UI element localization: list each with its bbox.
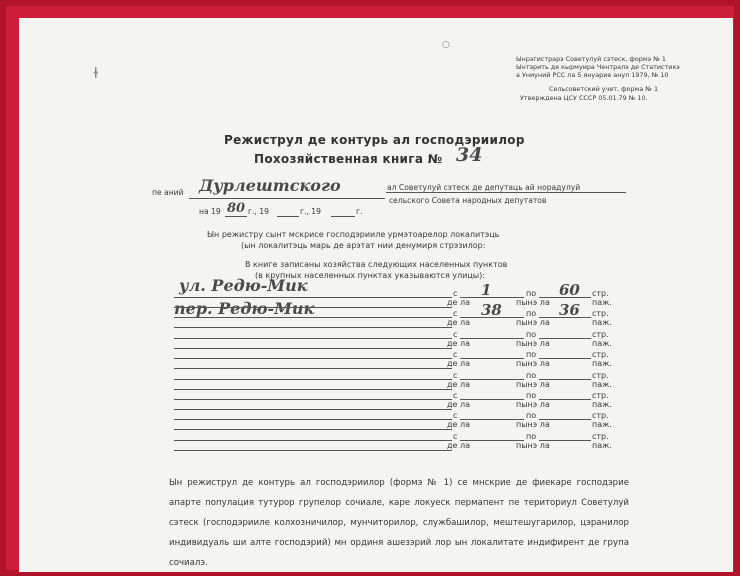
entry-6-po-label: по <box>526 391 537 400</box>
entry-3-po-label: по <box>526 329 537 339</box>
entry-7-s-label: с <box>453 411 458 421</box>
entry-5-pyna-label: пынэ ла <box>516 379 550 389</box>
entry-4-po-label: по <box>526 350 537 360</box>
entry-7-street-line-2 <box>174 429 452 430</box>
header-note-line3: а Униуний РСС ла 5 януарие анул 1979, № 10 <box>516 71 669 79</box>
year2-underline <box>277 216 299 217</box>
book-number-handwritten: 34 <box>456 144 483 166</box>
title-moldavian: Режиструл де контурь ал господэриилор <box>224 133 525 147</box>
entry-3-street-line <box>174 338 452 339</box>
pencil-mark-icon: ɫ <box>93 66 99 82</box>
entry-3-dela-label: де ла <box>447 338 471 348</box>
entry-2-pag-label: паж. <box>592 318 612 328</box>
entry-2-s-label: с <box>453 309 458 319</box>
entry-5-pag-label: паж. <box>592 379 612 389</box>
entry-1-dela-label: де ла <box>447 298 471 307</box>
header-note-line4: Сельсоветский учет, форма № 1 <box>549 85 659 93</box>
entry-3-s-label: с <box>453 329 458 339</box>
year-separator-2: г., 19 <box>300 207 321 216</box>
document-page <box>19 18 733 572</box>
entry-2-street-line <box>174 317 452 318</box>
entry-2-to-value: 36 <box>559 301 580 320</box>
entry-3-str-label: стр. <box>592 329 609 339</box>
title-russian: Похозяйственная книга № <box>254 152 443 166</box>
entry-8-pyna-label: пынэ ла <box>516 440 550 450</box>
entry-2-from-value: 38 <box>481 301 502 320</box>
instruction-russian-2: (в крупных населенных пунктах указываются улицы): <box>255 271 485 280</box>
entry-5-dela-label: де ла <box>447 379 471 389</box>
entry-7-pyna-label: пынэ ла <box>516 420 550 430</box>
entry-4-pag-label: паж. <box>592 359 612 369</box>
header-note-line5: Утверждена ЦСУ СССР 05.01.79 № 10. <box>520 94 648 102</box>
entry-3-pag-label: паж. <box>592 338 612 348</box>
entry-8-s-label: с <box>453 431 458 441</box>
entry-4-street-line-2 <box>174 368 452 369</box>
footer-paragraph: Ын режиструл де контурь ал господэриилор (формэ № 1) се мнскрие де фиекаре господэрие апарте популация тутурор групелор сочиале, каре локуеск пермапент пе териториул Советулуй сэтеск (господэрииле колхозничилор, мунчиторилор, службашилор, мештешугарилор, цэранилор индивидуаль ши алте господэрий) мн ординя ашезэрий лор ын локалитате индифирент де група сочиалэ. <box>169 478 629 568</box>
entry-5-s-label: с <box>453 370 458 380</box>
year-separator-1: г., 19 <box>248 207 269 216</box>
red-border-frame <box>6 6 734 570</box>
years-label: на 19 <box>199 207 221 216</box>
entry-8-pag-label: паж. <box>592 440 612 450</box>
entry-1-from-value: 1 <box>481 281 492 299</box>
entry-6-street-line <box>174 399 452 400</box>
entry-2-str-label: стр. <box>592 309 609 319</box>
entry-1-pyna-label: пынэ ла <box>516 298 550 307</box>
entry-1-street-line <box>174 297 452 298</box>
entry-6-pag-label: паж. <box>592 400 612 409</box>
entry-2-street: пер. Редю-Мик <box>174 299 315 318</box>
header-note-line1: Ынрэгистрарэ Советулуй сэтеск, формэ № 1 <box>516 55 666 63</box>
entry-3-pyna-label: пынэ ла <box>516 338 550 348</box>
entry-1-street-line-2 <box>174 307 452 308</box>
entry-2-pyna-label: пынэ ла <box>516 318 550 328</box>
year1-handwritten: 80 <box>227 201 246 216</box>
entry-1-str-label: стр. <box>592 289 609 298</box>
entry-5-po-label: по <box>526 370 537 380</box>
hole-mark-icon: ○ <box>442 40 450 50</box>
instruction-moldavian-1: Ын режистру сынт мскрисе господэрииле урмэтоарелор локалитэць <box>207 230 500 239</box>
entry-6-s-label: с <box>453 391 458 400</box>
council-russian: сельского Совета народных депутатов <box>389 196 547 205</box>
entry-3-street-line-2 <box>174 348 452 349</box>
entry-8-str-label: стр. <box>592 431 609 441</box>
instruction-russian-1: В книге записаны хозяйства следующих населенных пунктов <box>245 260 508 269</box>
entry-2-street-line-2 <box>174 327 452 328</box>
entry-6-street-line-2 <box>174 409 452 410</box>
entry-8-po-label: по <box>526 431 537 441</box>
entry-1-po-label: по <box>526 289 537 298</box>
entry-4-s-label: с <box>453 350 458 360</box>
entry-8-street-line <box>174 440 452 441</box>
entry-7-str-label: стр. <box>592 411 609 421</box>
village-name-handwritten: Дурлештского <box>199 176 341 195</box>
year1-underline <box>225 216 247 217</box>
entry-7-pag-label: паж. <box>592 420 612 430</box>
council-divider <box>386 192 626 193</box>
header-note-line2: Ынтэрить де кырмуира Чентралэ де Статистикэ <box>516 63 680 71</box>
entry-6-pyna-label: пынэ ла <box>516 400 550 409</box>
entry-7-po-label: по <box>526 411 537 421</box>
entry-1-to-value: 60 <box>559 281 580 299</box>
entry-4-dela-label: де ла <box>447 359 471 369</box>
council-moldavian: ал Советулуй сэтеск де депутаць ай норадулуй <box>387 183 581 192</box>
entry-5-str-label: стр. <box>592 370 609 380</box>
instruction-moldavian-2: (ын локалитэць марь де арэтат нии денумиря стрэзилор: <box>241 241 486 250</box>
entry-1-s-label: с <box>453 289 458 298</box>
entry-6-dela-label: де ла <box>447 400 471 409</box>
entry-7-dela-label: де ла <box>447 420 471 430</box>
entry-1-street: ул. Редю-Мик <box>179 276 308 295</box>
entry-4-pyna-label: пынэ ла <box>516 359 550 369</box>
entry-5-street-line-2 <box>174 389 452 390</box>
village-underline <box>189 198 385 199</box>
entry-8-street-line-2 <box>174 450 452 451</box>
entry-4-str-label: стр. <box>592 350 609 360</box>
years-prefix: пе аний <box>152 188 184 197</box>
entry-7-street-line <box>174 419 452 420</box>
entry-5-street-line <box>174 379 452 380</box>
entry-2-dela-label: де ла <box>447 318 471 328</box>
entry-2-po-label: по <box>526 309 537 319</box>
entry-1-pag-label: паж. <box>592 298 612 307</box>
year-end: г. <box>356 207 363 216</box>
entry-4-street-line <box>174 358 452 359</box>
entry-8-dela-label: де ла <box>447 440 471 450</box>
entry-6-str-label: стр. <box>592 391 609 400</box>
year3-underline <box>331 216 355 217</box>
